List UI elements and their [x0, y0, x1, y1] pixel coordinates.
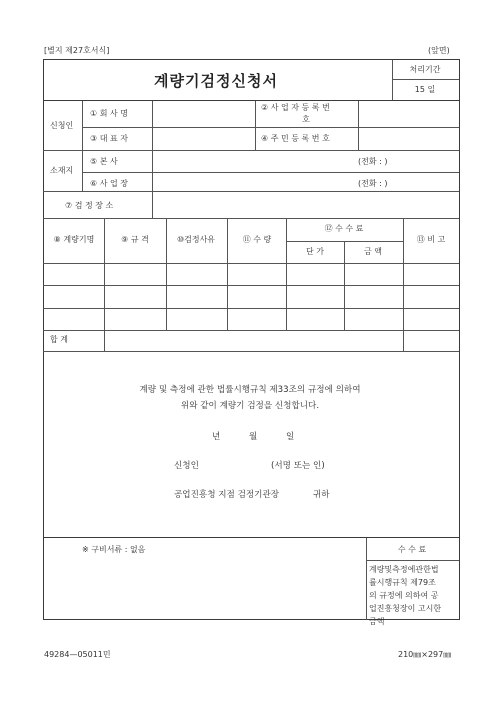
- form-code: 49284—05011민: [44, 650, 111, 659]
- resident-number-label: ④ 주 민 등 록 번 호: [261, 134, 330, 143]
- fee-subheader-line: [286, 241, 403, 242]
- date-month: 월: [249, 432, 258, 442]
- fee-text-line-3: 의 규정에 의하여 공: [369, 591, 439, 600]
- frame-bottom: [43, 619, 460, 620]
- processing-period-value: 15 일: [414, 85, 436, 94]
- table-col-line-3: [227, 219, 228, 331]
- processing-mid-line: [392, 79, 459, 80]
- location-bottom-line: [43, 191, 459, 192]
- total-bottom-line: [43, 351, 459, 352]
- required-documents: ※ 구비서류 : 없음: [82, 545, 146, 554]
- frame-right: [459, 59, 460, 620]
- applicant-bottom-line: [43, 150, 459, 151]
- title-bottom-line: [43, 100, 460, 101]
- bottom-box-top: [43, 537, 460, 538]
- applicant-group-label: 신청인: [50, 121, 74, 130]
- fee-text-line-2: 률시행규칙 제79조: [369, 578, 436, 587]
- applicant-signature-label: 신청인: [174, 461, 199, 471]
- processing-divider: [392, 60, 393, 100]
- representative-label: ③ 대 표 자: [90, 134, 128, 143]
- page-title: 계량기검정신청서: [154, 72, 278, 90]
- table-row-line-2: [43, 285, 459, 286]
- applicant-value-divider: [358, 101, 359, 151]
- fee-text-line-1: 계량및측정에관한법: [369, 565, 439, 574]
- signature-note: (서명 또는 인): [271, 461, 325, 471]
- col-spec: ⑨ 규 격: [121, 235, 149, 244]
- bottom-box-divider: [366, 538, 367, 620]
- addressee: 귀하: [313, 490, 330, 500]
- paper-size: 210㎜×297㎜: [398, 650, 452, 659]
- col-amount: 금 액: [364, 247, 382, 256]
- table-row-line-3: [43, 308, 459, 309]
- office-name: 공업진흥청 지점 검정기관장: [174, 490, 280, 500]
- date-day: 일: [286, 432, 295, 442]
- fee-box-line: [366, 560, 459, 561]
- date-year: 년: [212, 432, 221, 442]
- frame-top: [43, 59, 460, 60]
- statement-line-1: 계량 및 측정에 관한 법률시행규칙 제33조의 규정에 의하여: [139, 385, 361, 395]
- frame-left: [43, 59, 44, 620]
- group-label-divider: [82, 101, 83, 191]
- col-note: ⑬ 비 고: [416, 235, 446, 244]
- headquarters-label: ⑤ 본 사: [90, 157, 118, 166]
- company-name-label: ① 회 사 명: [90, 109, 128, 118]
- applicant-mid-divider: [255, 101, 256, 151]
- site-phone: (전화 : ): [358, 179, 388, 188]
- inspection-bottom-line: [43, 218, 459, 219]
- total-label: 합 계: [50, 335, 68, 344]
- inspection-place-label: ⑦ 검 정 장 소: [65, 201, 114, 210]
- col-fee: ⑫ 수 수 료: [324, 224, 364, 233]
- location-group-label: 소재지: [50, 166, 74, 175]
- table-col-line-4: [286, 219, 287, 331]
- table-col-line-2: [166, 219, 167, 331]
- fee-text-line-4: 업진흥청장이 고시한: [369, 604, 442, 613]
- headquarters-phone: (전화 : ): [358, 157, 388, 166]
- col-quantity: ⑪ 수 량: [242, 235, 272, 244]
- bizreg-label: ② 사 업 자 등 록 번: [261, 103, 330, 112]
- table-row-line-4: [43, 330, 459, 331]
- label-col-divider: [152, 101, 153, 218]
- col-meter-name: ⑧ 계량기명: [53, 235, 95, 244]
- statement-line-2: 위와 같이 계량기 검정을 신청합니다.: [180, 401, 320, 411]
- bizreg-label-2: 호: [302, 115, 310, 124]
- fee-box-title: 수 수 료: [397, 545, 427, 554]
- processing-period-label: 처리기간: [409, 65, 441, 74]
- location-row-line: [83, 172, 459, 173]
- page-side-label: (앞면): [428, 46, 450, 55]
- business-site-label: ⑥ 사 업 장: [90, 179, 128, 188]
- applicant-row-line: [83, 127, 459, 128]
- col-reason: ⑩검정사유: [176, 235, 216, 244]
- fee-text-line-5: 금액: [369, 617, 385, 626]
- form-number: [별지 제27호서식]: [44, 46, 110, 55]
- table-row-line-1: [43, 263, 459, 264]
- table-col-line-5: [344, 241, 345, 331]
- col-unit-price: 단 가: [306, 247, 324, 256]
